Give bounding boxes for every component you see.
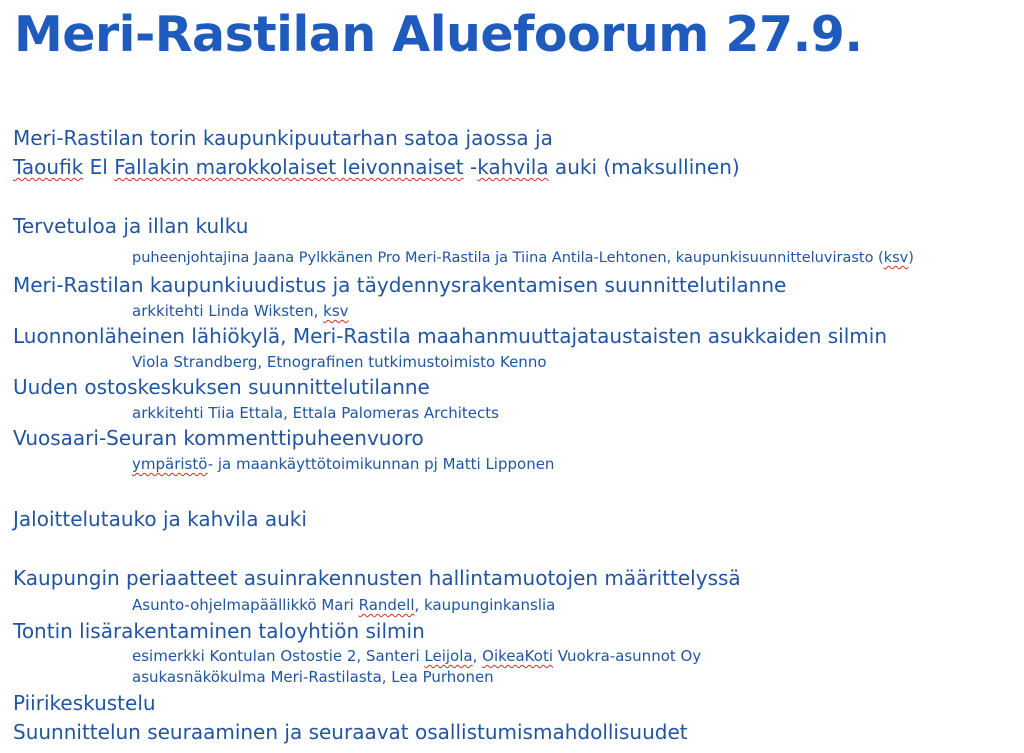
intro-line-1: Meri-Rastilan torin kaupunkipuutarhan satoa jaossa ja: [13, 126, 553, 150]
agenda-sub-infill-1-leijola: Leijola: [424, 647, 473, 665]
intro-word-taoufik: Taoufik: [13, 155, 84, 179]
agenda-sub-renewal-ksv: ksv: [323, 302, 349, 320]
agenda-sub-infill-2: asukasnäkökulma Meri-Rastilasta, Lea Purhonen: [132, 668, 494, 686]
intro-dash: -: [463, 155, 478, 179]
agenda-item-vuosaari: Vuosaari-Seuran kommenttipuheenvuoro: [13, 426, 424, 450]
agenda-sub-mall: arkkitehti Tiia Ettala, Ettala Palomeras Architects: [132, 404, 499, 422]
page-title: Meri-Rastilan Aluefoorum 27.9.: [14, 6, 863, 63]
agenda-sub-infill-1-oikeakoti: OikeaKoti: [482, 647, 554, 665]
agenda-item-break: Jaloittelutauko ja kahvila auki: [13, 507, 307, 531]
agenda-sub-renewal: [132, 302, 349, 320]
agenda-sub-vuosaari-text: - ja maankäyttötoimikunnan pj Matti Lipponen: [207, 455, 555, 473]
agenda-item-mall: Uuden ostoskeskuksen suunnittelutilanne: [13, 375, 430, 399]
agenda-sub-welcome: [132, 249, 914, 267]
agenda-sub-principles-org: , kaupunginkanslia: [414, 596, 556, 614]
agenda-item-discussion: Piirikeskustelu: [13, 691, 156, 715]
agenda-sub-welcome-close: ): [908, 250, 914, 266]
agenda-sub-vuosaari-flag: ympäristö: [132, 455, 208, 473]
agenda-item-followup: Suunnittelun seuraaminen ja seuraavat osallistumismahdollisuudet: [13, 720, 688, 744]
agenda-item-village: Luonnonläheinen lähiökylä, Meri-Rastila maahanmuuttajataustaisten asukkaiden silmin: [13, 324, 887, 348]
agenda-sub-vuosaari: [132, 455, 554, 473]
agenda-item-welcome: Tervetuloa ja illan kulku: [13, 214, 249, 238]
agenda-sub-infill-1-company: Vuokra-asunnot Oy: [553, 647, 702, 665]
agenda-sub-principles: [132, 596, 555, 614]
intro-line-2: [13, 155, 740, 179]
agenda-item-infill: Tontin lisärakentaminen taloyhtiön silmin: [13, 619, 425, 643]
agenda-sub-welcome-ksv: ksv: [883, 250, 909, 266]
agenda-sub-welcome-text: puheenjohtajina Jaana Pylkkänen Pro Meri-Rastila ja Tiina Antila-Lehtonen, kaupunkisuunnitteluvirasto (: [132, 250, 884, 266]
agenda-sub-principles-text: Asunto-ohjelmapäällikkö Mari: [132, 596, 359, 614]
agenda-sub-infill-1-comma: ,: [472, 647, 483, 665]
agenda-item-renewal: Meri-Rastilan kaupunkiuudistus ja täydennysrakentamisen suunnittelutilanne: [13, 273, 787, 297]
agenda-sub-renewal-text: arkkitehti Linda Wiksten,: [132, 302, 324, 320]
agenda-sub-infill-1-text: esimerkki Kontulan Ostostie 2, Santeri: [132, 647, 425, 665]
intro-words-fallakin: Fallakin marokkolaiset leivonnaiset: [114, 155, 464, 179]
intro-word-el: El: [83, 155, 115, 179]
agenda-sub-infill-1: [132, 647, 701, 665]
agenda-item-principles: Kaupungin periaatteet asuinrakennusten hallintamuotojen määrittelyssä: [13, 566, 741, 590]
intro-word-kahvila: kahvila: [477, 155, 549, 179]
agenda-sub-village: Viola Strandberg, Etnografinen tutkimustoimisto Kenno: [132, 353, 547, 371]
intro-word-auki: auki (maksullinen): [548, 155, 740, 179]
agenda-sub-principles-randell: Randell: [358, 596, 415, 614]
